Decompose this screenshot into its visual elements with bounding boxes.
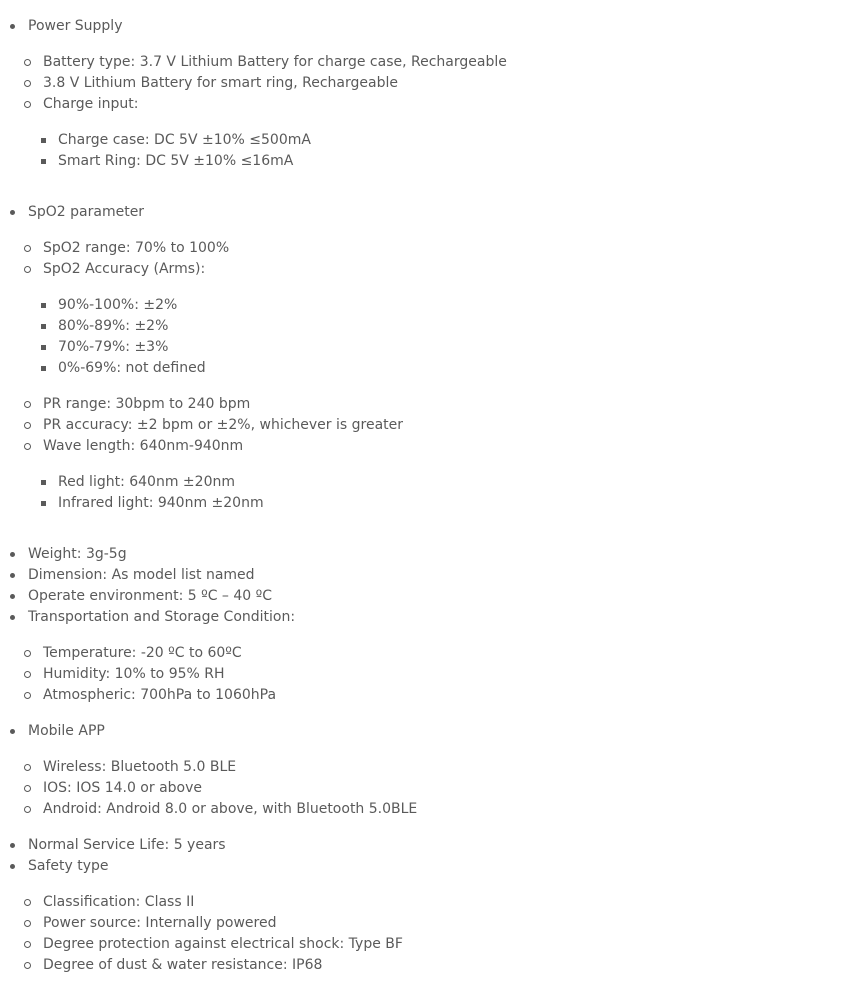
mobile-app-items (0, 757, 863, 820)
list-item: Atmospheric: 700hPa to 1060hPa (0, 685, 863, 706)
list-item: Dimension: As model list named (0, 565, 863, 586)
list-item: Android: Android 8.0 or above, with Bluetooth 5.0BLE (0, 799, 863, 820)
list-item: SpO2 Accuracy (Arms): (0, 259, 863, 280)
list-item: PR range: 30bpm to 240 bpm (0, 394, 863, 415)
list-item: 90%-100%: ±2% (0, 295, 863, 316)
spo2-accuracy-items (0, 295, 863, 379)
list-item: SpO2 range: 70% to 100% (0, 238, 863, 259)
list-item: Wave length: 640nm-940nm (0, 436, 863, 457)
list-item: Classification: Class II (0, 892, 863, 913)
list-item: Transportation and Storage Condition: (0, 607, 863, 628)
safety-items (0, 892, 863, 976)
list-item: Degree protection against electrical shock: Type BF (0, 934, 863, 955)
list-item: Operate environment: 5 ºC – 40 ºC (0, 586, 863, 607)
list-item: 70%-79%: ±3% (0, 337, 863, 358)
spo2-items (0, 238, 863, 280)
list-item: Red light: 640nm ±20nm (0, 472, 863, 493)
spo2-section (0, 202, 863, 223)
list-item: Humidity: 10% to 95% RH (0, 664, 863, 685)
list-item: SpO2 parameter (0, 202, 863, 223)
list-item: Smart Ring: DC 5V ±10% ≤16mA (0, 151, 863, 172)
list-item: Weight: 3g-5g (0, 544, 863, 565)
wave-length-items (0, 472, 863, 514)
general-section (0, 544, 863, 628)
list-item: Charge case: DC 5V ±10% ≤500mA (0, 130, 863, 151)
list-item: Battery type: 3.7 V Lithium Battery for charge case, Rechargeable (0, 52, 863, 73)
list-item: Infrared light: 940nm ±20nm (0, 493, 863, 514)
list-item: PR accuracy: ±2 bpm or ±2%, whichever is greater (0, 415, 863, 436)
list-item: Degree of dust & water resistance: IP68 (0, 955, 863, 976)
list-item: Mobile APP (0, 721, 863, 742)
list-item: 0%-69%: not defined (0, 358, 863, 379)
list-item: Power Supply (0, 16, 863, 37)
storage-items (0, 643, 863, 706)
list-item: Power source: Internally powered (0, 913, 863, 934)
list-item: Normal Service Life: 5 years (0, 835, 863, 856)
list-item: 3.8 V Lithium Battery for smart ring, Rechargeable (0, 73, 863, 94)
list-item: Wireless: Bluetooth 5.0 BLE (0, 757, 863, 778)
charge-input-items (0, 130, 863, 172)
list-item: Charge input: (0, 94, 863, 115)
power-supply-section (0, 16, 863, 37)
list-item: Temperature: -20 ºC to 60ºC (0, 643, 863, 664)
mobile-app-section (0, 721, 863, 742)
service-safety-section (0, 835, 863, 877)
list-item: 80%-89%: ±2% (0, 316, 863, 337)
list-item: Safety type (0, 856, 863, 877)
list-item: IOS: IOS 14.0 or above (0, 778, 863, 799)
pr-items (0, 394, 863, 457)
power-supply-items (0, 52, 863, 115)
